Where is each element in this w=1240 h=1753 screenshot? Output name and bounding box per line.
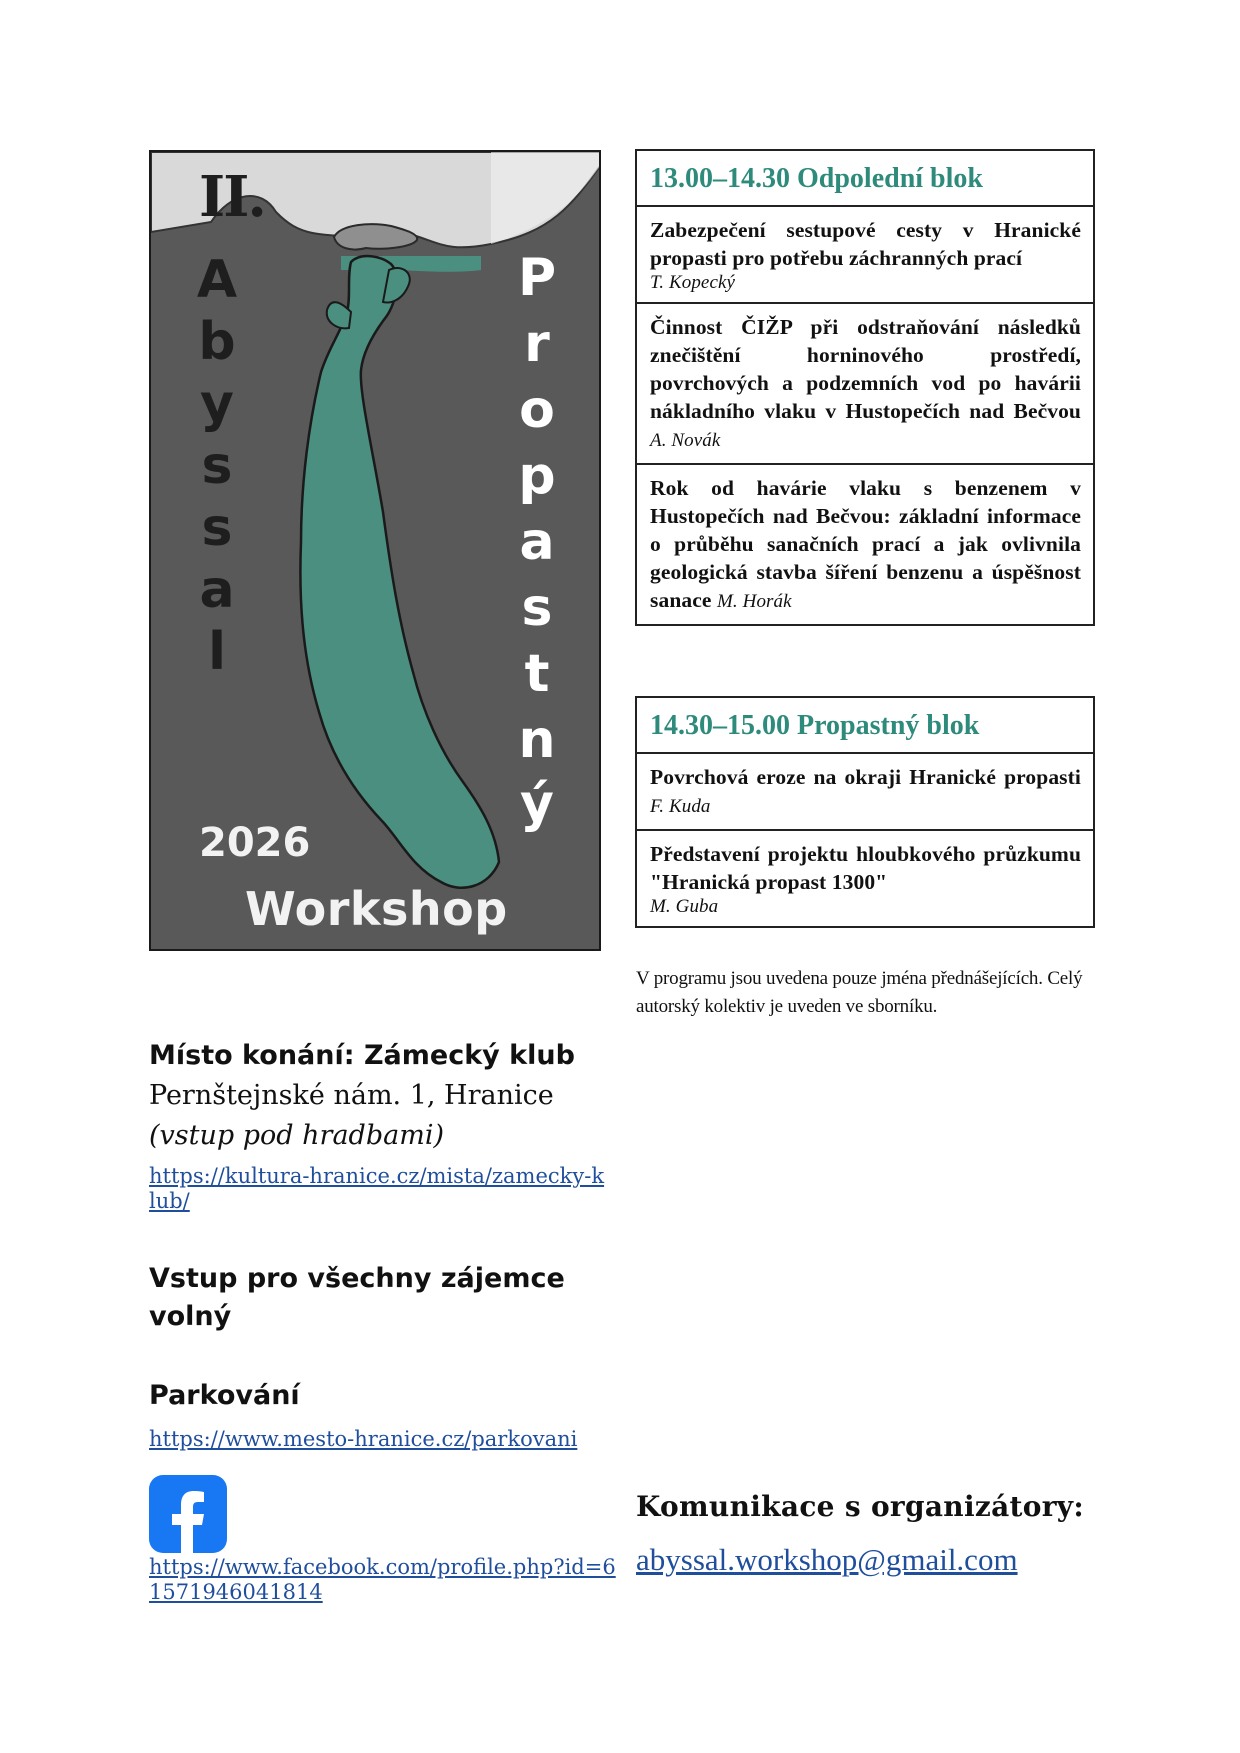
facebook-icon-glyph — [149, 1475, 227, 1553]
talk-author: M. Guba — [650, 896, 719, 917]
logo-left-letter: A — [196, 250, 238, 310]
talk-author: T. Kopecký — [650, 272, 736, 293]
parking-link[interactable]: https://www.mesto-hranice.cz/parkovani — [149, 1427, 578, 1451]
entry-info: Vstup pro všechny zájemce volný — [149, 1263, 565, 1332]
logo-workshop: Workshop — [245, 882, 508, 936]
contact-title: Komunikace s organizátory: — [636, 1490, 1084, 1523]
logo-left-letter: b — [198, 312, 236, 372]
logo-right-letter: n — [518, 710, 556, 770]
logo-left-letter: s — [201, 498, 233, 558]
talk-title: Povrchová eroze na okraji Hranické propasti — [650, 765, 1081, 789]
parking-title: Parkování — [149, 1380, 300, 1411]
facebook-link[interactable]: https://www.facebook.com/profile.php?id=61571946041814 — [149, 1555, 616, 1604]
talk-title: Rok od havárie vlaku s benzenem v Hustopečích nad Bečvou: základní informace o průběhu sanačních prací a jak ovlivnila geologická stavba šíření benzenu a úspěšnost sanace — [650, 476, 1081, 612]
venue-title: Místo konání: Zámecký klub — [149, 1040, 575, 1071]
workshop-logo — [149, 150, 601, 951]
venue-address: Pernštejnské nám. 1, Hranice — [149, 1080, 554, 1111]
talk-title: Činnost ČIŽP při odstraňování následků znečištění horninového prostředí, povrchových a podzemních vod po havárii nákladního vlaku v Hustopečích nad Bečvou — [650, 315, 1081, 423]
logo-left-letter: y — [200, 374, 234, 434]
talk-author: A. Novák — [650, 430, 721, 451]
contact-email[interactable]: abyssal.workshop@gmail.com — [636, 1542, 1018, 1577]
talk-item — [637, 831, 1093, 926]
logo-right-letter: r — [524, 314, 550, 374]
talk-item — [637, 754, 1093, 831]
logo-right-letter: P — [517, 248, 557, 308]
talk-item — [637, 304, 1093, 465]
logo-right-letter: ý — [520, 774, 554, 834]
talk-item — [637, 465, 1093, 624]
logo-year: 2026 — [199, 820, 311, 866]
block-title: 13.00–14.30 Odpolední blok — [637, 151, 1093, 207]
venue-link[interactable]: https://kultura-hranice.cz/mista/zamecky-klub/ — [149, 1164, 605, 1213]
logo-right-letter: a — [519, 512, 555, 572]
facebook-icon[interactable] — [149, 1475, 227, 1553]
logo-right-letter: o — [519, 380, 555, 440]
talk-author: M. Horák — [717, 591, 792, 612]
schedule-block-abyss — [635, 696, 1095, 928]
block-title: 14.30–15.00 Propastný blok — [637, 698, 1093, 754]
schedule-block-afternoon — [635, 149, 1095, 626]
venue-note: (vstup pod hradbami) — [149, 1120, 444, 1151]
talk-title: Zabezpečení sestupové cesty v Hranické propasti pro potřebu záchranných prací — [650, 218, 1081, 270]
logo-right-letter: p — [518, 446, 556, 506]
logo-right-letter: s — [521, 578, 553, 638]
logo-left-letter: s — [201, 436, 233, 496]
talk-item — [637, 207, 1093, 304]
logo-numeral: II. — [199, 164, 265, 230]
logo-left-letter: l — [208, 622, 226, 682]
program-note: V programu jsou uvedena pouze jména přednášejících. Celý autorský kolektiv je uveden ve sborníku. — [636, 968, 1083, 1017]
logo-right-letter: t — [524, 644, 550, 704]
logo-left-letter: a — [199, 560, 235, 620]
talk-title: Představení projektu hloubkového průzkumu "Hranická propast 1300" — [650, 842, 1081, 894]
talk-author: F. Kuda — [650, 796, 711, 817]
